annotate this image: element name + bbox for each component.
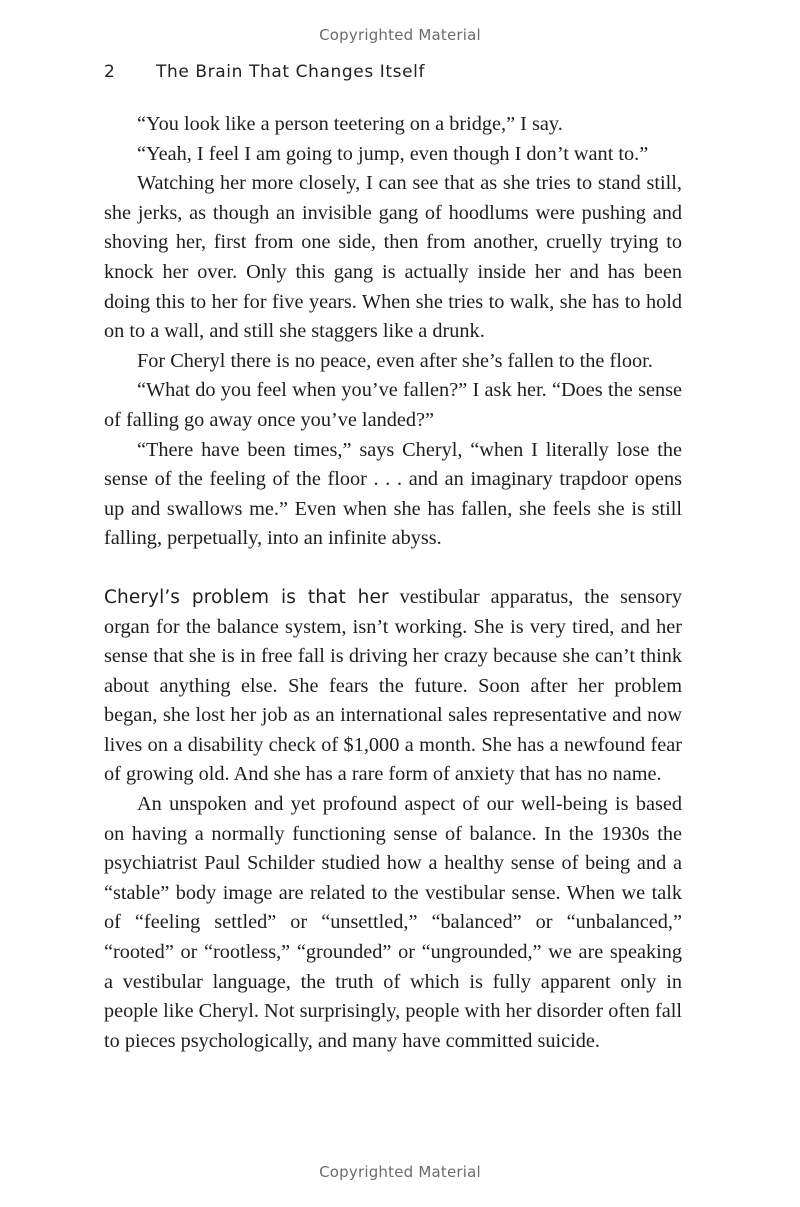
running-header	[104, 62, 425, 82]
paragraph-7	[104, 583, 682, 790]
paragraph-7-text: vestibular apparatus, the sensory organ for the balance system, isn’t working. She is very tired, and her sense that she is in free fall is driving her crazy because she can’t think about anything else. She fears the future. Soon after her problem began, she lost her job as an international sales representative and now lives on a disability check of $1,000 a month. She has a newfound fear of growing old. And she has a rare form of anxiety that has no name.	[104, 585, 683, 786]
paragraph-6: “There have been times,” says Cheryl, “when I literally lose the sense of the feeling of the floor . . . and an imaginary trapdoor opens up and swallows me.” Even when she has fallen, she feels she is still falling, perpetually, into an infinite abyss.	[104, 438, 682, 550]
paragraph-3: Watching her more closely, I can see that as she tries to stand still, she jerks, as though an invisible gang of hoodlums were pushing and shoving her, first from one side, then from another, cruelly trying to knock her over. Only this gang is actually inside her and has been doing this to her for five years. When she tries to walk, she has to hold on to a wall, and still she staggers like a drunk.	[104, 172, 682, 343]
paragraph-2: “Yeah, I feel I am going to jump, even though I don’t want to.”	[137, 142, 649, 165]
page-body	[104, 110, 682, 1056]
paragraph-4: For Cheryl there is no peace, even after she’s fallen to the floor.	[137, 349, 653, 372]
copyright-watermark-top: Copyrighted Material	[319, 26, 481, 44]
page-number: 2	[104, 62, 116, 82]
paragraph-1: “You look like a person teetering on a bridge,” I say.	[137, 113, 563, 135]
paragraph-8: An unspoken and yet profound aspect of our well-being is based on having a normally functioning sense of balance. In the 1930s the psychiatrist Paul Schilder studied how a healthy sense of being and a “stable” body image are related to the vestibular sense. When we talk of “feeling settled” or “unsettled,” “balanced” or “unbalanced,” “rooted” or “rootless,” “grounded” or “ungrounded,” we are speaking a vestibular language, the truth of which is fully apparent only in people like Cheryl. Not surprisingly, people with her disorder often fall to pieces psychologically, and many have committed suicide.	[104, 793, 682, 1052]
paragraph-5: “What do you feel when you’ve fallen?” I ask her. “Does the sense of falling go away once you’ve landed?”	[104, 379, 682, 431]
section-lead-in: Cheryl’s problem is that her	[104, 586, 389, 608]
copyright-watermark-bottom: Copyrighted Material	[319, 1163, 481, 1181]
book-title: The Brain That Changes Itself	[156, 62, 426, 82]
